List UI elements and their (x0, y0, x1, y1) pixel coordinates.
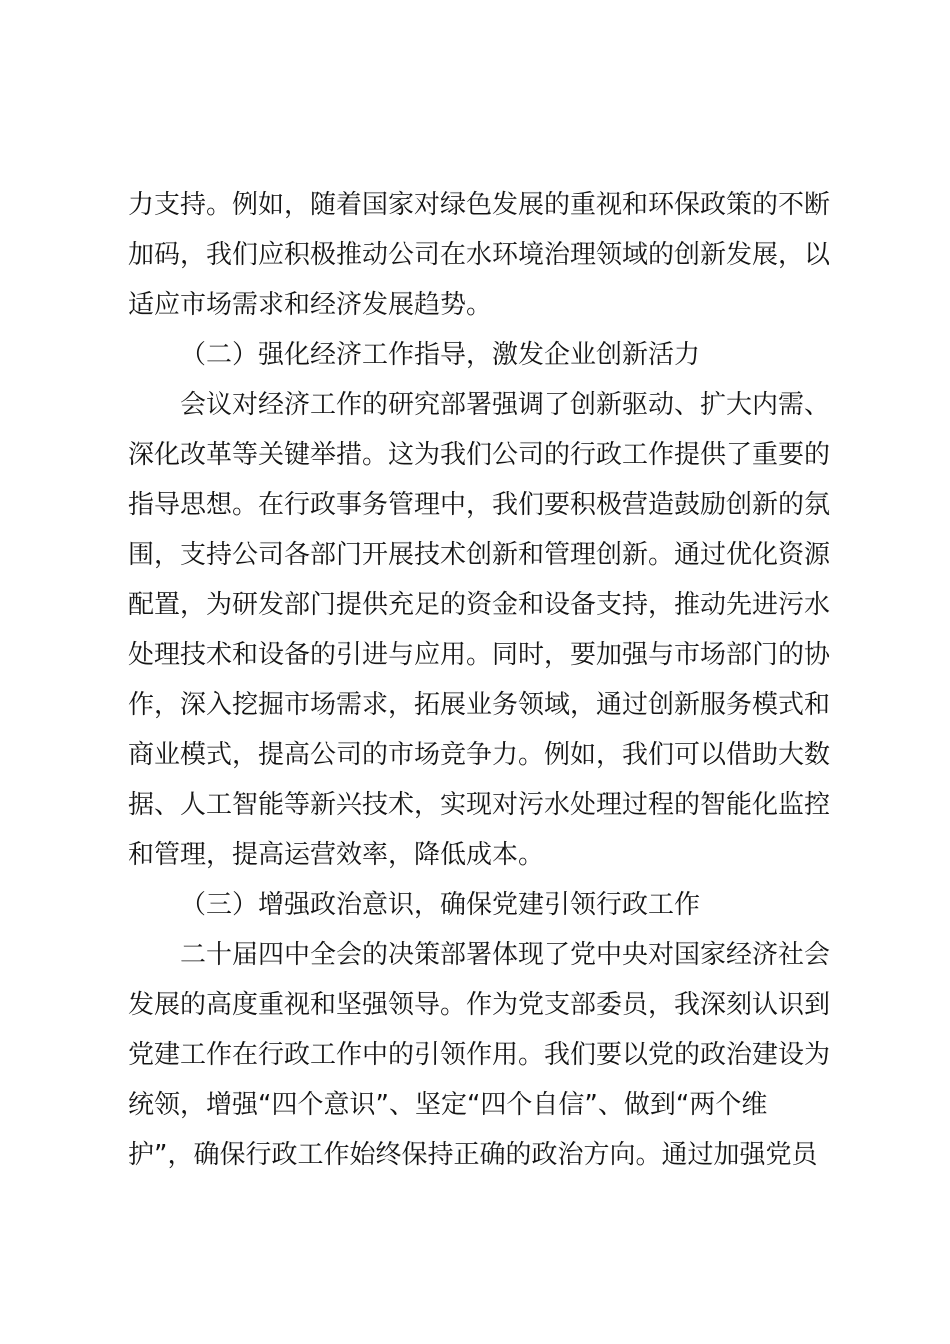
paragraph-line: 商业模式，提高公司的市场竞争力。例如，我们可以借助大数 (128, 740, 831, 770)
paragraph-line: 力支持。例如，随着国家对绿色发展的重视和环保政策的不断 (128, 190, 831, 220)
paragraph-line: 深化改革等关键举措。这为我们公司的行政工作提供了重要的 (128, 440, 831, 470)
paragraph-line: 作，深入挖掘市场需求，拓展业务领域，通过创新服务模式和 (128, 690, 831, 720)
paragraph-line: 处理技术和设备的引进与应用。同时，要加强与市场部门的协 (128, 640, 831, 670)
paragraph-line: 发展的高度重视和坚强领导。作为党支部委员，我深刻认识到 (128, 990, 831, 1020)
paragraph-line: 会议对经济工作的研究部署强调了创新驱动、扩大内需、 (180, 390, 831, 420)
paragraph-line: 加码，我们应积极推动公司在水环境治理领域的创新发展，以 (128, 240, 831, 270)
paragraph-line: 配置，为研发部门提供充足的资金和设备支持，推动先进污水 (128, 590, 831, 620)
paragraph-line: 二十届四中全会的决策部署体现了党中央对国家经济社会 (180, 940, 831, 970)
paragraph-line: 党建工作在行政工作中的引领作用。我们要以党的政治建设为 (128, 1040, 831, 1070)
section-heading-3: （三）增强政治意识，确保党建引领行政工作 (180, 890, 701, 920)
paragraph-line: 适应市场需求和经济发展趋势。 (128, 290, 493, 320)
paragraph-line: 和管理，提高运营效率，降低成本。 (128, 840, 545, 870)
section-heading-2: （二）强化经济工作指导，激发企业创新活力 (180, 340, 701, 370)
document-body (128, 180, 832, 1180)
paragraph-line: 统领，增强“四个意识”、坚定“四个自信”、做到“两个维 (128, 1090, 768, 1120)
paragraph-line: 指导思想。在行政事务管理中，我们要积极营造鼓励创新的氛 (128, 490, 831, 520)
paragraph-line: 据、人工智能等新兴技术，实现对污水处理过程的智能化监控 (128, 790, 831, 820)
paragraph-line: 护”，确保行政工作始终保持正确的政治方向。通过加强党员 (128, 1140, 818, 1170)
paragraph-line: 围，支持公司各部门开展技术创新和管理创新。通过优化资源 (128, 540, 831, 570)
